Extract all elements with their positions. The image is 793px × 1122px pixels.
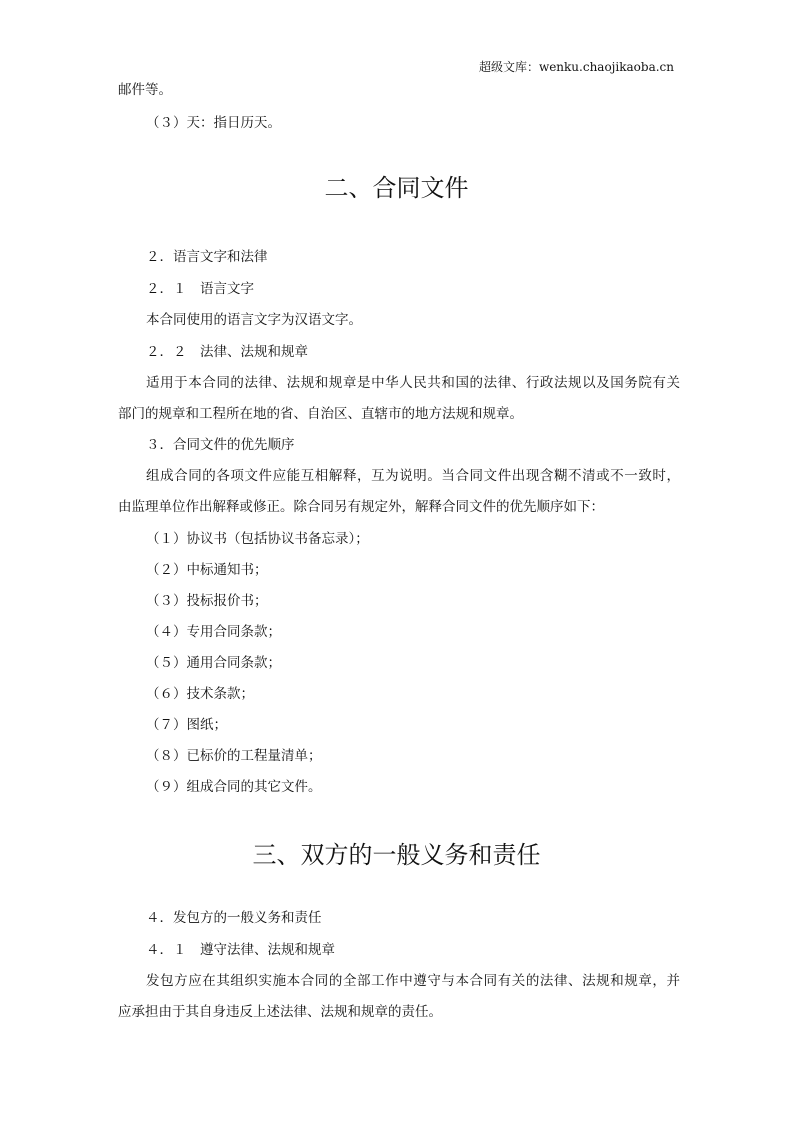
clause-heading: ３．合同文件的优先顺序 <box>146 437 295 453</box>
section-heading: 二、合同文件 <box>324 174 469 202</box>
paragraph: 本合同使用的语言文字为汉语文字。 <box>146 312 362 328</box>
section-heading: 三、双方的一般义务和责任 <box>252 841 541 869</box>
page-header-source: 超级文库：wenku.chaojikaoba.cn <box>478 60 674 74</box>
definition-item: （３）天：指日历天。 <box>146 115 281 131</box>
list-item: （３）投标报价书； <box>146 593 268 609</box>
paragraph-continuation: 邮件等。 <box>118 82 172 98</box>
clause-heading: ２．语言文字和法律 <box>146 249 268 265</box>
subclause-heading: ４．１ 遵守法律、法规和规章 <box>146 942 335 958</box>
paragraph-line: 应承担由于其自身违反上述法律、法规和规章的责任。 <box>118 1004 442 1020</box>
list-item: （１）协议书（包括协议书备忘录）； <box>146 531 369 547</box>
clause-heading: ４．发包方的一般义务和责任 <box>146 910 322 926</box>
paragraph-line: 由监理单位作出解释或修正。除合同另有规定外，解释合同文件的优先顺序如下： <box>118 499 604 515</box>
subclause-heading: ２．２ 法律、法规和规章 <box>146 344 308 360</box>
paragraph-line: 部门的规章和工程所在地的省、自治区、直辖市的地方法规和规章。 <box>118 406 523 422</box>
list-item: （９）组成合同的其它文件。 <box>146 779 322 795</box>
list-item: （７）图纸； <box>146 717 227 733</box>
list-item: （２）中标通知书； <box>146 562 268 578</box>
list-item: （８）已标价的工程量清单； <box>146 748 322 764</box>
list-item: （５）通用合同条款； <box>146 655 281 671</box>
subclause-heading: ２．１ 语言文字 <box>146 281 254 297</box>
paragraph-line: 组成合同的各项文件应能互相解释，互为说明。当合同文件出现含糊不清或不一致时， <box>146 468 680 484</box>
list-item: （４）专用合同条款； <box>146 624 281 640</box>
paragraph-line: 适用于本合同的法律、法规和规章是中华人民共和国的法律、行政法规以及国务院有关 <box>146 375 680 391</box>
list-item: （６）技术条款； <box>146 686 254 702</box>
paragraph-line: 发包方应在其组织实施本合同的全部工作中遵守与本合同有关的法律、法规和规章，并 <box>146 973 680 989</box>
